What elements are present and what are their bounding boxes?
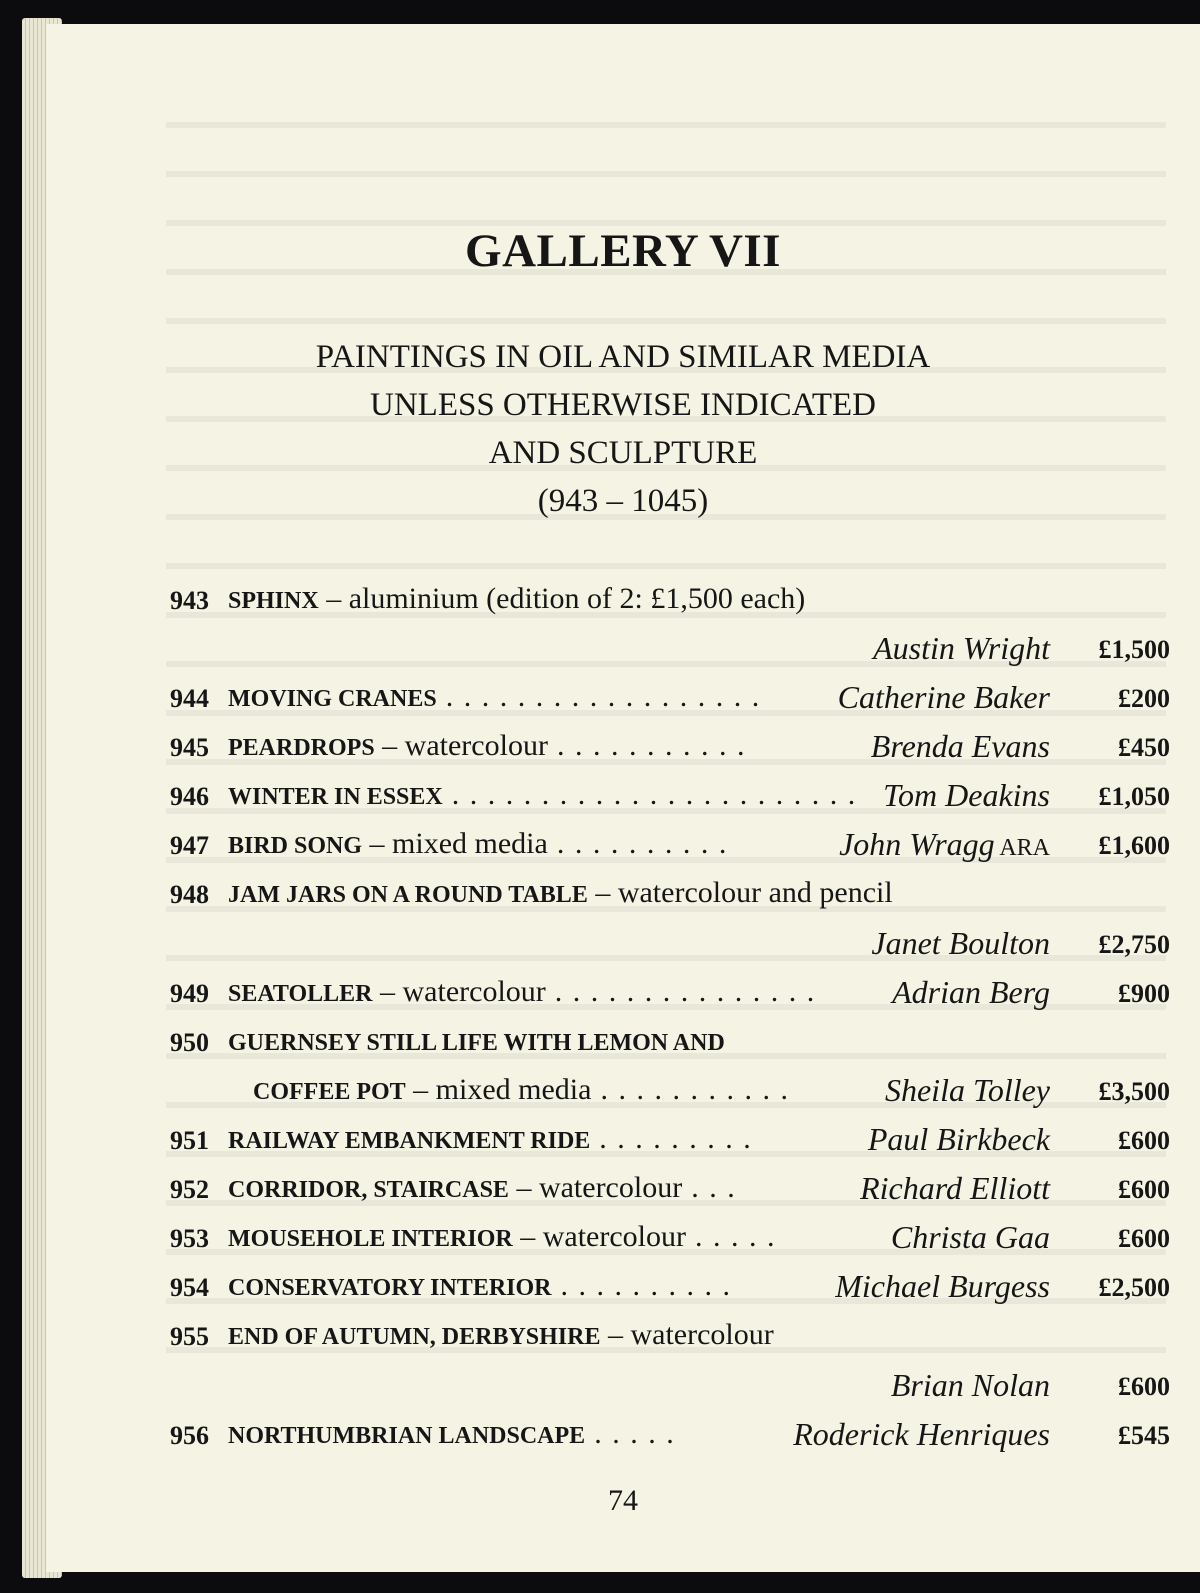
- entry-name: SEATOLLER: [228, 981, 373, 1007]
- dot-leader: . . . . . . . . . . .: [547, 729, 746, 762]
- entry-price: £200: [1118, 684, 1170, 713]
- entry-price: £600: [1118, 1224, 1170, 1253]
- entry-price: £600: [1118, 1126, 1170, 1155]
- entry-medium: – watercolour: [512, 1220, 686, 1253]
- entry-price: £600: [1118, 1175, 1170, 1204]
- entry-number: 950: [170, 1028, 209, 1057]
- entry-artist: [883, 777, 1050, 814]
- entry-medium: – watercolour and pencil: [587, 876, 893, 909]
- entry-artist: [793, 1416, 1050, 1453]
- entry-title-line: [228, 1220, 776, 1254]
- entry-medium: – aluminium (edition of 2: £1,500 each): [318, 582, 806, 615]
- entry-price: £2,750: [1098, 930, 1170, 959]
- entry-number: 955: [170, 1322, 209, 1351]
- entry-title-line: [228, 827, 728, 861]
- artist-name: Richard Elliott: [860, 1170, 1050, 1206]
- artist-name: Brenda Evans: [870, 728, 1050, 764]
- dot-leader: . . . . . . . . . . . . . . . . . . . . . . .: [442, 778, 857, 811]
- entry-artist: [891, 1367, 1050, 1404]
- subtitle-line-1: PAINTINGS IN OIL AND SIMILAR MEDIA: [315, 339, 931, 375]
- entry-name: PEARDROPS: [228, 735, 375, 761]
- subtitle-line-4: (943 – 1045): [537, 483, 709, 519]
- artist-name: Brian Nolan: [890, 1367, 1050, 1403]
- dot-leader: . . . . . . . . . . . . . . .: [545, 975, 816, 1008]
- entry-medium: – mixed media: [405, 1073, 592, 1106]
- entry-number: 943: [170, 586, 209, 615]
- entry-artist: [871, 728, 1050, 765]
- entry-price: £1,050: [1098, 782, 1170, 811]
- entry-name: END OF AUTUMN, DERBYSHIRE: [228, 1324, 601, 1350]
- dot-leader: . . . . . . . . . . . . . . . . . .: [436, 680, 761, 713]
- entry-name: MOVING CRANES: [228, 686, 437, 712]
- entry-number: 944: [170, 684, 209, 713]
- entry-name: GUERNSEY STILL LIFE WITH LEMON AND: [228, 1030, 725, 1056]
- entry-artist: [892, 974, 1050, 1011]
- entry-number: 952: [170, 1175, 209, 1204]
- entry-artist: [860, 1170, 1050, 1207]
- entry-name-continued: COFFEE POT: [253, 1079, 406, 1105]
- artist-name: Sheila Tolley: [884, 1072, 1050, 1108]
- entry-title-line: [228, 680, 761, 714]
- dot-leader: . . .: [682, 1171, 737, 1204]
- entry-title-line: [228, 876, 893, 910]
- entry-name: MOUSEHOLE INTERIOR: [228, 1226, 513, 1252]
- entry-price: £3,500: [1098, 1077, 1170, 1106]
- dot-leader: . . . . .: [685, 1220, 776, 1253]
- artist-name: Paul Birkbeck: [867, 1121, 1050, 1157]
- artist-honour: ARA: [994, 835, 1050, 861]
- entry-artist: [891, 1219, 1050, 1256]
- entry-number: 947: [170, 831, 209, 860]
- artist-name: Michael Burgess: [835, 1268, 1050, 1304]
- artist-name: Roderick Henriques: [793, 1416, 1050, 1452]
- page-number: 74: [608, 1484, 638, 1517]
- artist-name: Janet Boulton: [871, 925, 1050, 961]
- entry-name: JAM JARS ON A ROUND TABLE: [228, 882, 588, 908]
- entry-title-line: [228, 1171, 736, 1205]
- entry-price: £450: [1118, 733, 1170, 762]
- artist-name: Catherine Baker: [837, 679, 1050, 715]
- entry-medium: – watercolour: [508, 1171, 683, 1204]
- entry-title-line: [228, 582, 805, 616]
- entry-medium: – watercolour: [372, 975, 546, 1008]
- entry-artist: [839, 826, 1050, 863]
- entry-name: CONSERVATORY INTERIOR: [228, 1275, 552, 1301]
- entry-title-line: [228, 1318, 774, 1352]
- artist-name: Christa Gaa: [890, 1219, 1050, 1255]
- entry-name: SPHINX: [228, 588, 319, 614]
- dot-leader: . . . . . . . . . . .: [591, 1073, 790, 1106]
- entry-number: 954: [170, 1273, 209, 1302]
- entry-medium: – watercolour: [374, 729, 548, 762]
- entry-name: WINTER IN ESSEX: [228, 784, 443, 810]
- entry-number: 948: [170, 880, 209, 909]
- entry-name: CORRIDOR, STAIRCASE: [228, 1177, 509, 1203]
- entry-number: 951: [170, 1126, 209, 1155]
- artist-name: Austin Wright: [873, 630, 1050, 666]
- dot-leader: . . . . . . . . .: [590, 1122, 753, 1155]
- subtitle-line-2: UNLESS OTHERWISE INDICATED: [370, 387, 876, 423]
- entry-number: 953: [170, 1224, 209, 1253]
- entry-title-line: [228, 975, 816, 1009]
- entry-medium: – mixed media: [362, 827, 548, 860]
- catalogue-page: [46, 24, 1200, 1572]
- entry-number: 949: [170, 979, 209, 1008]
- dot-leader: . . . . . . . . . .: [547, 827, 728, 860]
- entry-name: NORTHUMBRIAN LANDSCAPE: [228, 1423, 586, 1449]
- entry-artist: [885, 1072, 1050, 1109]
- entry-title-line: [228, 778, 857, 812]
- entry-name: RAILWAY EMBANKMENT RIDE: [228, 1128, 591, 1154]
- entry-price: £1,600: [1098, 831, 1170, 860]
- entry-price: £900: [1118, 979, 1170, 1008]
- entry-title-line: [228, 1122, 752, 1156]
- entry-artist: [871, 925, 1050, 962]
- entry-artist: [873, 630, 1050, 667]
- entry-artist: [835, 1268, 1050, 1305]
- entry-price: £600: [1118, 1372, 1170, 1401]
- dot-leader: . . . . . . . . . .: [551, 1269, 732, 1302]
- entry-title-line: [228, 1024, 725, 1058]
- gallery-title: GALLERY VII: [465, 225, 781, 277]
- entry-price: £2,500: [1098, 1273, 1170, 1302]
- artist-name: Adrian Berg: [892, 974, 1050, 1010]
- entry-title-line-continued: [253, 1073, 789, 1107]
- artist-name: Tom Deakins: [883, 777, 1050, 813]
- entry-title-line: [228, 1269, 732, 1303]
- entry-title-line: [228, 1417, 675, 1451]
- entry-artist: [868, 1121, 1050, 1158]
- entry-number: 946: [170, 782, 209, 811]
- artist-name: John Wragg: [839, 826, 995, 862]
- subtitle-line-3: AND SCULPTURE: [488, 435, 758, 471]
- dot-leader: . . . . .: [585, 1417, 676, 1450]
- entry-price: £1,500: [1098, 635, 1170, 664]
- entry-artist: [838, 679, 1050, 716]
- entry-title-line: [228, 729, 746, 763]
- entry-medium: – watercolour: [600, 1318, 774, 1351]
- entry-price: £545: [1118, 1421, 1170, 1450]
- entry-number: 945: [170, 733, 209, 762]
- entry-number: 956: [170, 1421, 209, 1450]
- entry-name: BIRD SONG: [228, 833, 363, 859]
